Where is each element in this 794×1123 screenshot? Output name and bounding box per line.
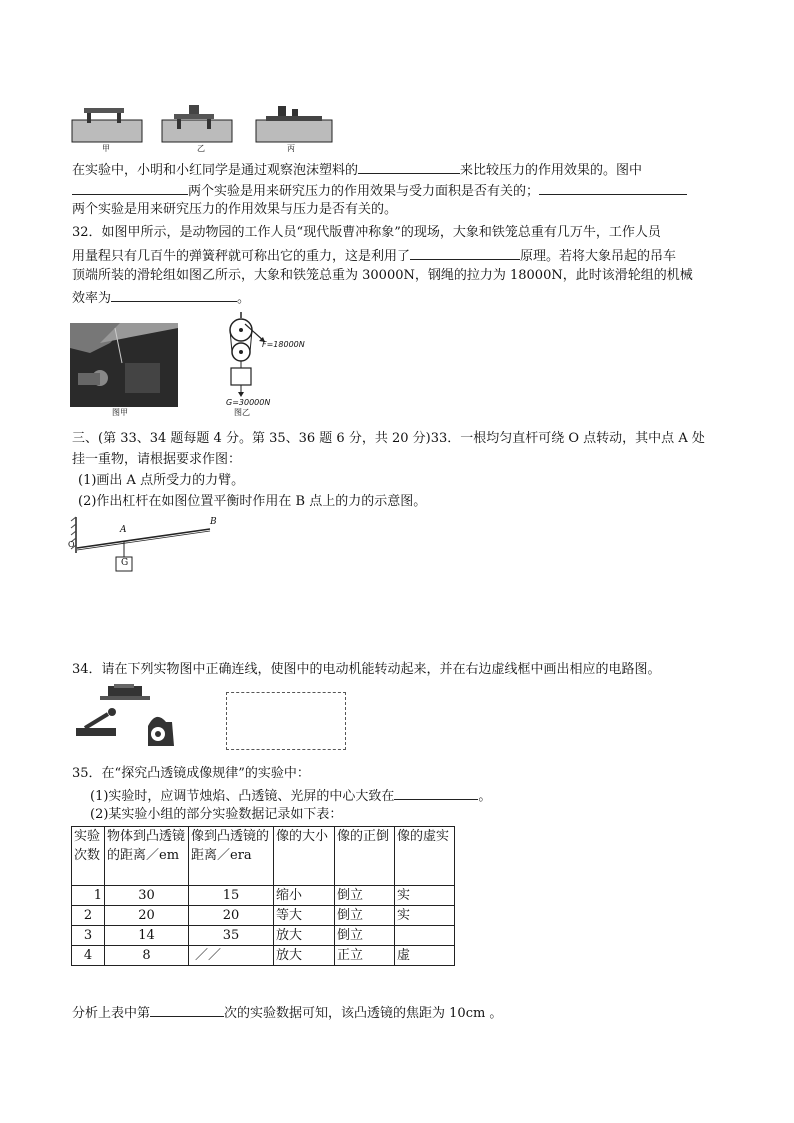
q33-item1: (1)画出 A 点所受力的力臂。 bbox=[78, 473, 245, 488]
table-row: 1 30 15 缩小 倒立 实 bbox=[72, 886, 455, 906]
weight-label: G=30000N bbox=[226, 398, 271, 407]
table-row: 3 14 35 放大 倒立 bbox=[72, 926, 455, 946]
lever-diagram bbox=[70, 515, 220, 575]
header-object-distance: 物体到凸透镜的距离／em bbox=[105, 827, 189, 886]
q31-blank-3[interactable] bbox=[539, 181, 687, 195]
lens-data-table bbox=[71, 826, 455, 966]
experiment-bing bbox=[256, 106, 332, 142]
label-b: B bbox=[210, 517, 217, 527]
q35-blank-height[interactable] bbox=[394, 786, 478, 800]
q34-text: 34．请在下列实物图中正确连线，使图中的电动机能转动起来，并在右边虚线框中画出相应的电路图。 bbox=[72, 662, 661, 677]
fig-a-caption: 图甲 bbox=[112, 408, 128, 417]
experiment-yi bbox=[162, 105, 232, 142]
table-row: 4 8 ／／ 放大 正立 虚 bbox=[72, 946, 455, 966]
force-label: F=18000N bbox=[262, 340, 305, 349]
q35-conclusion: 分析上表中第 次的实验数据可知，该凸透镜的焦距为 10cm 。 bbox=[72, 1003, 502, 1023]
section3-line1: 三、(第 33、34 题每题 4 分。第 35、36 题 6 分，共 20 分)33．一根均匀直杆可绕 O 点转动，其中点 A 处 bbox=[72, 431, 705, 446]
figure-caption-bing: 丙 bbox=[287, 144, 295, 153]
q32-line3: 顶端所装的滑轮组如图乙所示，大象和铁笼总重为 30000N，钢绳的拉力为 18000N，此时该滑轮组的机械 bbox=[72, 268, 693, 283]
q31-line3: 两个实验是用来研究压力的作用效果与压力是否有关的。 bbox=[72, 202, 398, 217]
q33-item2: (2)作出杠杆在如图位置平衡时作用在 B 点上的力的示意图。 bbox=[78, 494, 427, 509]
table-row: 2 20 20 等大 倒立 实 bbox=[72, 906, 455, 926]
q31-line1: 在实验中，小明和小红同学是通过观察泡沫塑料的 来比较压力的作用效果的。图中 bbox=[72, 160, 642, 180]
figure-31-experiments bbox=[70, 100, 370, 155]
q32-blank-efficiency[interactable] bbox=[111, 288, 237, 302]
q35-line1: 35．在“探究凸透镜成像规律”的实验中： bbox=[72, 766, 310, 781]
circuit-diagram-dashed-box[interactable] bbox=[226, 692, 346, 750]
header-image-distance: 像到凸透镜的距离／era bbox=[189, 827, 274, 886]
q35-item2: (2)某实验小组的部分实验数据记录如下表： bbox=[90, 807, 343, 822]
table-header-row bbox=[72, 827, 455, 886]
header-trial: 实验次数 bbox=[72, 827, 105, 886]
pulley-diagram bbox=[225, 312, 320, 407]
photo-elephant-weighing bbox=[70, 323, 178, 407]
q31-line2: 两个实验是用来研究压力的作用效果与受力面积是否有关的； bbox=[72, 181, 687, 201]
experiment-jia bbox=[72, 108, 142, 142]
section3-line2: 挂一重物，请根据要求作图： bbox=[72, 452, 242, 467]
label-o: O bbox=[68, 540, 75, 549]
label-a: A bbox=[120, 525, 127, 535]
q35-blank-trial[interactable] bbox=[150, 1003, 224, 1017]
figure-caption-yi: 乙 bbox=[197, 144, 205, 153]
q32-line4: 效率为 。 bbox=[72, 288, 250, 308]
q35-item1: (1)实验时，应调节烛焰、凸透镜、光屏的中心大致在 。 bbox=[90, 786, 491, 806]
header-image-orientation: 像的正倒 bbox=[335, 827, 395, 886]
header-image-type: 像的虚实 bbox=[395, 827, 455, 886]
header-image-size: 像的大小 bbox=[274, 827, 335, 886]
circuit-components-photo bbox=[70, 684, 185, 748]
q32-line1: 32．如图甲所示，是动物园的工作人员“现代版曹冲称象”的现场，大象和铁笼总重有几万牛，工作人员 bbox=[72, 225, 661, 240]
q31-blank-1[interactable] bbox=[358, 160, 460, 174]
label-g: G bbox=[121, 558, 129, 568]
q32-blank-principle[interactable] bbox=[410, 246, 520, 260]
fig-b-caption: 图乙 bbox=[234, 408, 250, 417]
figure-caption-jia: 甲 bbox=[102, 144, 110, 153]
q32-line2: 用量程只有几百牛的弹簧秤就可称出它的重力，这是利用了 原理。若将大象吊起的吊车 bbox=[72, 246, 676, 266]
q31-blank-2[interactable] bbox=[72, 181, 188, 195]
